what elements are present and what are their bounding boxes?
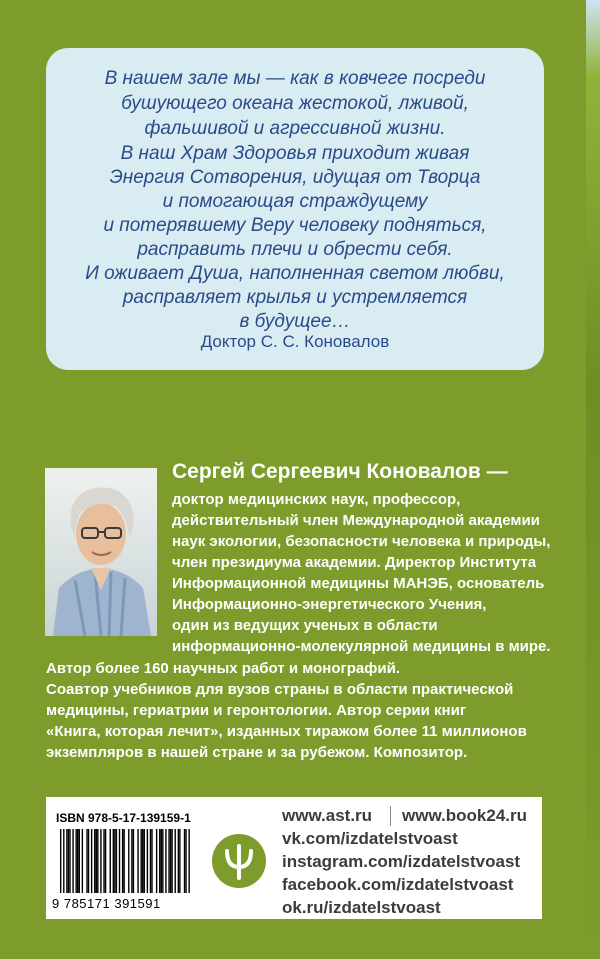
barcode-bar [114,829,115,893]
barcode-bar [88,829,89,893]
barcode-bar [131,829,132,893]
link-book24[interactable]: www.book24.ru [402,806,528,825]
barcode-bar [175,829,176,893]
bio-line: наук экологии, безопасности человека и природы, [172,533,551,550]
bio-line: экземпляров в нашей стране и за рубежом. Композитор. [46,744,468,761]
isbn-label: ISBN 978-5-17-139159-1 [56,811,191,825]
barcode-bar [128,829,129,893]
barcode-bar [68,829,69,893]
link-vk[interactable]: vk.com/izdatelstvoast [282,829,458,848]
barcode-bar [113,829,114,893]
barcode-bar [137,829,138,893]
barcode-bar [119,829,120,893]
barcode-bar [82,829,83,893]
bio-line: доктор медицинских наук, профессор, [172,491,461,508]
barcode-bar [77,829,78,893]
barcode-bar [116,829,117,893]
barcode-bar [185,829,186,893]
bio-line: член президиума академии. Директор Института [172,554,537,571]
author-name: Сергей Сергеевич Коновалов — [172,460,508,483]
barcode-bar [165,829,166,893]
barcode-bar [161,829,162,893]
link-instagram[interactable]: instagram.com/izdatelstvoast [282,852,521,871]
quote-line: Энергия Сотворения, идущая от Творца [109,167,481,188]
quote-line: бушующего океана жестокой, лживой, [121,93,469,114]
bio-line: Автор более 160 научных работ и монографий. [46,660,400,677]
barcode-bar [170,829,171,893]
barcode-bar [156,829,157,893]
barcode-bar [97,829,98,893]
barcode-image [58,829,194,893]
quote-line: расправить плечи и обрести себя. [137,239,453,260]
barcode-bar [144,829,145,893]
barcode-bar [69,829,70,893]
barcode-bar [105,829,106,893]
url-divider [390,806,391,826]
barcode-bar [162,829,163,893]
barcode-bar [123,829,124,893]
bio-line: Соавтор учебников для вузов страны в области практической [46,681,514,698]
barcode-bar [66,829,67,893]
barcode-bar [79,829,80,893]
bio-line: действительный член Международной академии [172,512,540,529]
barcode-bar [188,829,189,893]
quote-line: В нашем зале мы — как в ковчеге посреди [104,68,486,89]
barcode-bar [91,829,92,893]
barcode-bar [184,829,185,893]
barcode-digits: 9 785171 391591 [52,896,161,911]
barcode-bar [100,829,101,893]
bio-line: медицины, гериатрии и геронтологии. Автор серии книг [46,702,467,719]
quote-line: и помогающая страждущему [162,191,428,212]
barcode-bar [103,829,104,893]
barcode-bar [150,829,151,893]
quote-line: в будущее… [239,311,351,332]
author-photo [45,468,157,636]
link-ok[interactable]: ok.ru/izdatelstvoast [282,898,441,917]
barcode-bar [86,829,87,893]
barcode-bar [96,829,97,893]
barcode-bar [168,829,169,893]
link-ast[interactable]: www.ast.ru [282,806,373,825]
bio-line: Информационной медицины МАНЭБ, основатель [172,575,545,592]
quote-line: И оживает Душа, наполненная светом любви, [85,263,505,284]
barcode-bar [178,829,179,893]
barcode-bar [151,829,152,893]
quote-box [46,48,544,370]
barcode-bar [63,829,64,893]
barcode-bar [72,829,73,893]
bio-line: Информационно-энергетического Учения, [172,596,487,613]
barcode-bar [142,829,143,893]
barcode-bar [147,829,148,893]
quote-line: фальшивой и агрессивной жизни. [144,118,446,139]
quote-signature: Доктор С. С. Коновалов [200,332,390,351]
bio-line: один из ведущих ученых в области [172,617,438,634]
psi-icon [212,834,266,888]
barcode-bar [133,829,134,893]
spine-edge [586,0,600,959]
quote-line: и потерявшему Веру человеку подняться, [103,215,487,236]
barcode-bar [110,829,111,893]
barcode-bar [94,829,95,893]
barcode-bar [171,829,172,893]
quote-line: В наш Храм Здоровья приходит живая [120,143,470,164]
bio-line: информационно-молекулярной медицины в мире. [172,638,551,655]
barcode-bar [159,829,160,893]
barcode-bar [122,829,123,893]
link-facebook[interactable]: facebook.com/izdatelstvoast [282,875,514,894]
barcode-bar [75,829,76,893]
barcode-bar [140,829,141,893]
publisher-info-box [46,797,542,919]
barcode-bar [179,829,180,893]
barcode-bar [60,829,61,893]
quote-line: расправляет крылья и устремляется [122,287,468,308]
bio-line: «Книга, которая лечит», изданных тиражом более 11 миллионов [46,723,527,740]
